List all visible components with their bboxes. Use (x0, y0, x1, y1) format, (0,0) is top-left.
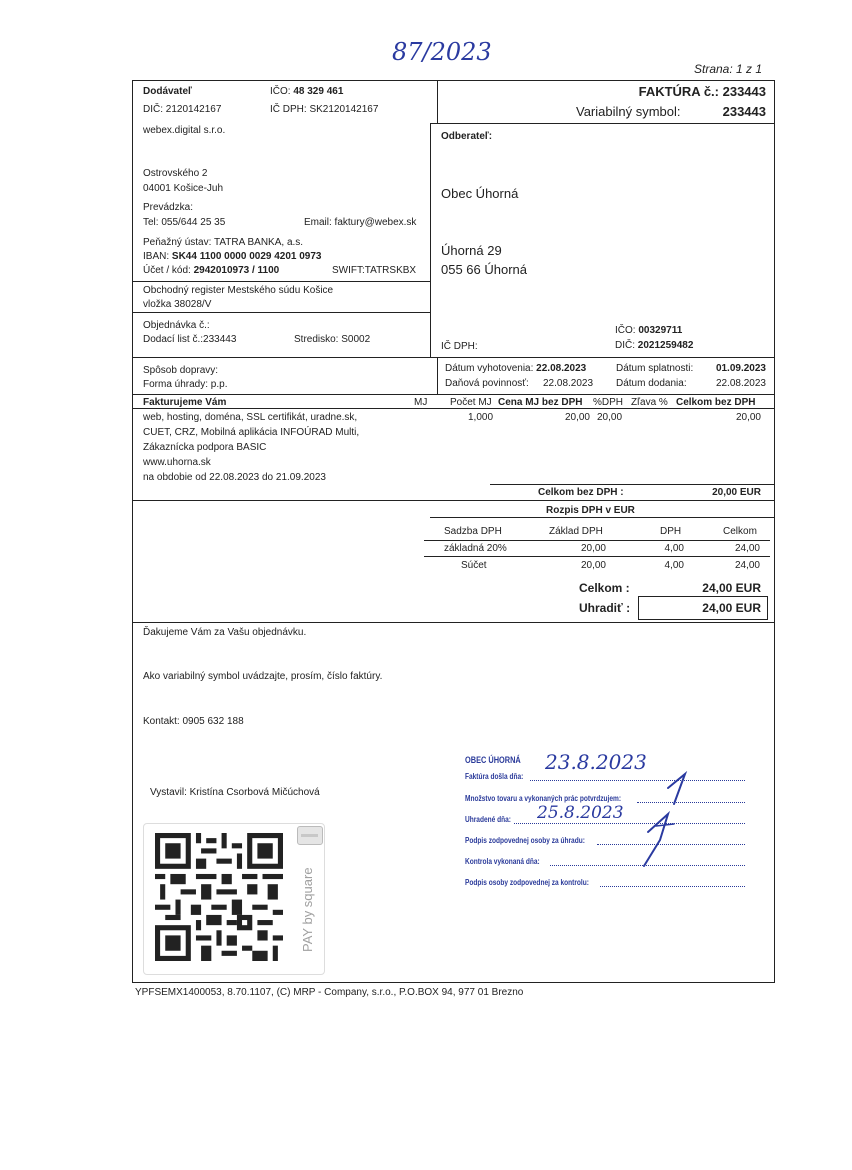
customer-dic: DIČ: 2021259482 (615, 340, 694, 351)
items-header-total: Celkom bez DPH (676, 397, 756, 408)
supplier-register1: Obchodný register Mestského súdu Košice (143, 285, 334, 296)
handwritten-paid-date: 25.8.2023 (537, 803, 624, 823)
supplier-bank: Peňažný ústav: TATRA BANKA, a.s. (143, 237, 304, 248)
handwritten-signatures (630, 770, 710, 870)
supplier-account: Účet / kód: 2942010973 / 1100 (143, 265, 280, 276)
supplier-prevadzka: Prevádzka: (143, 202, 194, 213)
item-line-1: web, hosting, doména, SSL certifikát, uradne.sk, (143, 412, 358, 423)
vs-note: Ako variabilný symbol uvádzajte, prosím, číslo faktúry. (143, 671, 383, 682)
vat-breakdown-title: Rozpis DPH v EUR (546, 505, 635, 516)
item-line-5: na obdobie od 22.08.2023 do 21.09.2023 (143, 472, 326, 483)
item-qty: 1,000 (468, 412, 494, 423)
vat-col-rate: Sadzba DPH (444, 526, 502, 537)
customer-label: Odberateľ: (441, 131, 493, 142)
tax-date-label: Daňová povinnosť: (445, 378, 529, 389)
items-header-price: Cena MJ bez DPH (498, 397, 583, 408)
supplier-swift: SWIFT:TATRSKBX (332, 265, 417, 276)
vat-sum-label: Súčet (461, 560, 487, 571)
items-header-discount: Zľava % (631, 397, 668, 408)
items-header-mj: MJ (414, 397, 428, 408)
tax-date-value: 22.08.2023 (543, 378, 594, 389)
stamp-line-paid: Uhradené dňa: (465, 815, 511, 824)
vat-sum-base: 20,00 (580, 560, 606, 571)
vat-row-vat: 4,00 (664, 543, 684, 554)
variable-symbol-label: Variabilný symbol: (576, 104, 681, 119)
software-footer: YPFSEMX1400053, 8.70.1107, (C) MRP - Company, s.r.o., P.O.BOX 94, 977 01 Brezno (135, 987, 524, 998)
delivery-date-label: Dátum dodania: (616, 378, 687, 389)
stamp-line-check: Kontrola vykonaná dňa: (465, 857, 540, 866)
vat-row-rate: základná 20% (444, 543, 507, 554)
grand-total-label: Celkom : (579, 581, 630, 595)
due-date-value: 01.09.2023 (715, 363, 766, 374)
amount-due-value: 24,00 EUR (702, 601, 761, 615)
amount-due-label: Uhradiť : (579, 601, 631, 615)
net-total-value: 20,00 EUR (712, 487, 761, 498)
invoice-title: FAKTÚRA č.: 233443 (638, 84, 766, 99)
vat-row-total: 24,00 (734, 543, 760, 554)
stamp-line-received: Faktúra došla dňa: (465, 772, 524, 781)
item-total: 20,00 (735, 412, 761, 423)
supplier-iban: IBAN: SK44 1100 0000 0029 4201 0973 (143, 251, 322, 262)
item-vat: 20,00 (597, 412, 623, 423)
supplier-email: Email: faktury@webex.sk (304, 217, 417, 228)
vat-sum-total: 24,00 (734, 560, 760, 571)
supplier-icdph: IČ DPH: SK2120142167 (270, 104, 379, 115)
item-line-4: www.uhorna.sk (143, 457, 211, 468)
delivery-note: Dodací list č.:233443 (143, 334, 237, 345)
items-header-desc: Fakturujeme Vám (143, 397, 227, 408)
net-total-label: Celkom bez DPH : (538, 487, 624, 498)
stamp-line-confirm: Množstvo tovaru a vykonaných prác potvrdzujem: (465, 794, 622, 803)
card-icon (297, 826, 323, 845)
vat-col-vat: DPH (660, 526, 682, 537)
customer-icdph: IČ DPH: (441, 341, 478, 352)
variable-symbol-value: 233443 (722, 104, 766, 119)
vat-sum-vat: 4,00 (664, 560, 684, 571)
order-number: Objednávka č.: (143, 320, 210, 331)
pay-by-square-logo: PAY by square (300, 867, 315, 952)
delivery-date-value: 22.08.2023 (715, 378, 766, 389)
supplier-street: Ostrovského 2 (143, 168, 208, 179)
items-header-qty: Počet MJ (450, 397, 492, 408)
supplier-name: webex.digital s.r.o. (143, 125, 226, 136)
vat-row-base: 20,00 (580, 543, 606, 554)
supplier-dic: DIČ: 2120142167 (143, 104, 222, 115)
item-price: 20,00 (564, 412, 590, 423)
issue-date: Dátum vyhotovenia: 22.08.2023 (445, 363, 587, 374)
transport-method: Spôsob dopravy: (143, 365, 219, 376)
vat-col-total: Celkom (723, 526, 757, 537)
vat-col-base: Základ DPH (549, 526, 603, 537)
item-line-3: Zákaznícka podpora BASIC (143, 442, 267, 453)
stamp-line-sign-payment: Podpis zodpovednej osoby za úhradu: (465, 836, 585, 845)
items-header-vat: %DPH (593, 397, 624, 408)
supplier-city: 04001 Košice-Juh (143, 183, 224, 194)
supplier-label: Dodávateľ (143, 86, 192, 97)
stamp-title: OBEC ÚHORNÁ (465, 755, 521, 765)
customer-ico: IČO: 00329711 (615, 325, 683, 336)
customer-street: Úhorná 29 (441, 243, 502, 258)
qr-code-icon (155, 833, 283, 961)
handwritten-invoice-number: 87/2023 (392, 38, 492, 66)
item-line-2: CUET, CRZ, Mobilná aplikácia INFOÚRAD Multi, (143, 427, 360, 438)
issuer: Vystavil: Kristína Csorbová Mičúchová (150, 787, 320, 798)
customer-city: 055 66 Úhorná (441, 262, 528, 277)
grand-total-value: 24,00 EUR (702, 581, 761, 595)
customer-name: Obec Úhorná (441, 186, 519, 201)
cost-center: Stredisko: S0002 (294, 334, 371, 345)
thanks-text: Ďakujeme Vám za Vašu objednávku. (143, 627, 307, 638)
payment-method: Forma úhrady: p.p. (143, 379, 228, 390)
handwritten-received-date: 23.8.2023 (545, 750, 647, 774)
due-date-label: Dátum splatnosti: (616, 363, 694, 374)
contact: Kontakt: 0905 632 188 (143, 716, 244, 727)
supplier-register2: vložka 38028/V (143, 299, 212, 310)
supplier-ico: IČO: 48 329 461 (270, 86, 344, 97)
stamp-line-sign-check: Podpis osoby zodpovednej za kontrolu: (465, 878, 589, 887)
supplier-tel: Tel: 055/644 25 35 (143, 217, 226, 228)
page-number: Strana: 1 z 1 (694, 62, 763, 76)
